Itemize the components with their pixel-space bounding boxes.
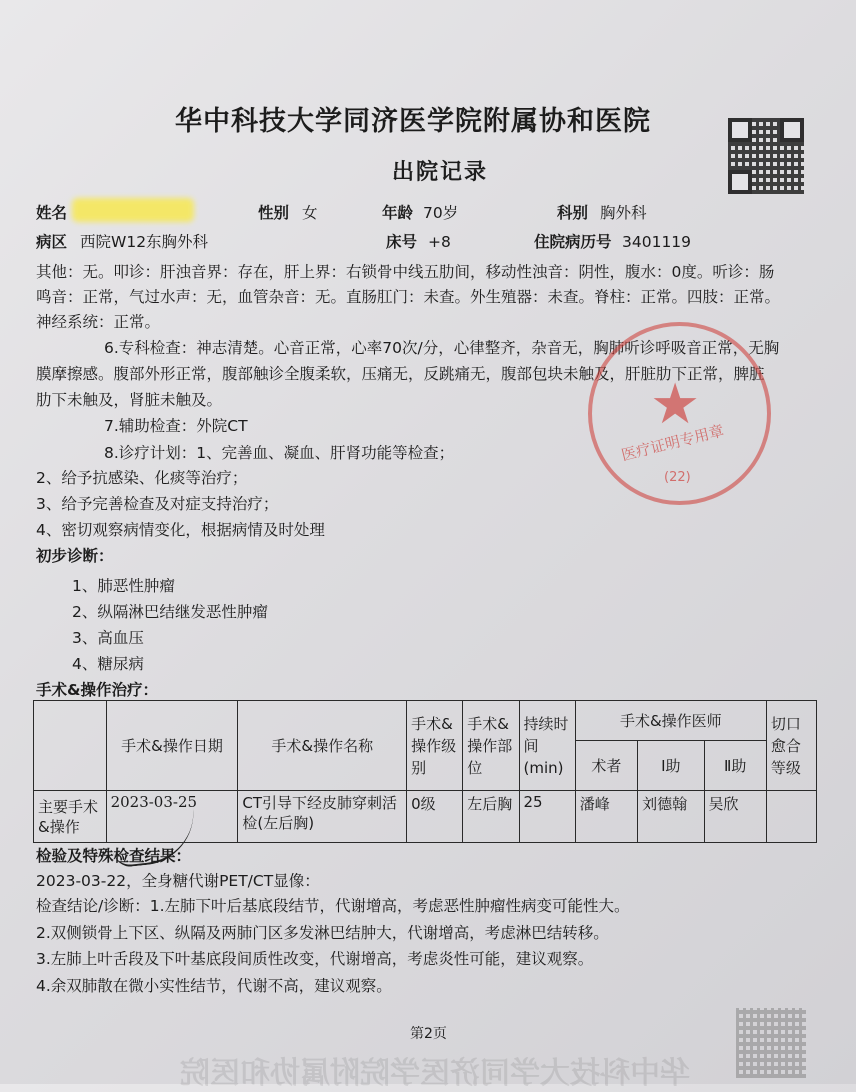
diagnosis-item: 3、高血压 <box>72 629 144 647</box>
header-assist2: Ⅱ助 <box>704 741 766 791</box>
row-site: 左后胸 <box>463 791 519 843</box>
diagnosis-item: 1、肺恶性肿瘤 <box>72 577 175 595</box>
redacted-name <box>72 198 194 222</box>
findings-line: 4.余双肺散在微小实性结节，代谢不高，建议观察。 <box>36 977 392 995</box>
row-duration: 25 <box>519 791 575 843</box>
bed-value: +8 <box>428 233 451 251</box>
exam-line: 鸣音：正常，气过水声：无，血管杂音：无。直肠肛门：未查。外生殖器：未查。脊柱：正常。四肢：正常。 <box>36 288 781 306</box>
header-doctors: 手术&操作医师 <box>575 701 766 741</box>
bleed-through-text: 华中科技大学同济医学院附属协和医院 <box>180 1056 690 1091</box>
seal-star-icon: ★ <box>650 372 701 437</box>
row-assist1: 刘德翰 <box>638 791 704 843</box>
exam-line: 8.诊疗计划：1、完善血、凝血、肝肾功能等检查； <box>104 444 455 462</box>
sex-value: 女 <box>302 204 318 222</box>
exam-line: 2、给予抗感染、化痰等治疗； <box>36 469 248 487</box>
hospital-name: 华中科技大学同济医学院附属协和医院 <box>175 106 651 137</box>
bed-label: 床号 <box>386 233 418 251</box>
header-date: 手术&操作日期 <box>106 701 238 791</box>
header-site: 手术&操作部位 <box>463 701 519 791</box>
findings-line: 2023-03-22，全身糖代谢PET/CT显像： <box>36 872 320 890</box>
dept-value: 胸外科 <box>600 204 647 222</box>
diagnosis-item: 4、糖尿病 <box>72 655 144 673</box>
document-title: 出院记录 <box>392 160 489 185</box>
surgery-heading: 手术&操作治疗： <box>36 681 159 699</box>
findings-line: 3.左肺上叶舌段及下叶基底段间质性改变，代谢增高，考虑炎性可能，建议观察。 <box>36 950 594 968</box>
dept-label: 科别 <box>557 204 589 222</box>
diagnosis-item: 2、纵隔淋巴结继发恶性肿瘤 <box>72 603 268 621</box>
exam-line: 4、密切观察病情变化，根据病情及时处理 <box>36 521 325 539</box>
table-cell <box>34 701 107 791</box>
exam-line: 膜摩擦感。腹部外形正常，腹部触诊全腹柔软，压痛无，反跳痛无，腹部包块未触及，肝脏肋下正常，脾脏 <box>36 365 765 383</box>
header-wound: 切口愈合等级 <box>766 701 816 791</box>
row-date: 2023-03-25 <box>106 791 238 843</box>
age-value: 70岁 <box>423 204 459 222</box>
findings-line: 2.双侧锁骨上下区、纵隔及两肺门区多发淋巴结肿大，代谢增高，考虑淋巴结转移。 <box>36 924 609 942</box>
row-surgeon: 潘峰 <box>575 791 637 843</box>
exam-line: 肋下未触及，肾脏未触及。 <box>36 391 223 409</box>
age-label: 年龄 <box>382 204 414 222</box>
exam-line: 6.专科检查：神志清楚。心音正常，心率70次/分，心律整齐，杂音无，胸肺听诊呼吸音正常，无胸 <box>104 339 780 357</box>
seal-text: 医疗证明专用章 <box>619 421 726 465</box>
row-type: 主要手术&操作 <box>34 791 107 843</box>
exam-line: 3、给予完善检查及对症支持治疗； <box>36 495 279 513</box>
header-surgeon: 术者 <box>575 741 637 791</box>
record-label: 住院病历号 <box>534 233 612 251</box>
ward-value: 西院W12东胸外科 <box>80 233 209 251</box>
sex-label: 性别 <box>258 204 290 222</box>
row-assist2: 吴欣 <box>704 791 766 843</box>
name-label: 姓名 <box>36 204 68 222</box>
ward-label: 病区 <box>36 233 68 251</box>
row-wound <box>766 791 816 843</box>
header-duration: 持续时间(min) <box>519 701 575 791</box>
diagnosis-heading: 初步诊断： <box>36 547 114 565</box>
exam-line: 神经系统：正常。 <box>36 313 161 331</box>
row-name: CT引导下经皮肺穿刺活检(左后胸) <box>238 791 407 843</box>
seal-number: (22) <box>664 470 691 485</box>
qr-code-bleed-icon <box>736 1008 806 1078</box>
exam-line: 其他：无。叩诊：肝浊音界：存在，肝上界：右锁骨中线五肋间，移动性浊音：阴性，腹水：0度。听诊：肠 <box>36 263 775 281</box>
findings-line: 检查结论/诊断：1.左肺下叶后基底段结节，代谢增高，考虑恶性肿瘤性病变可能性大。 <box>36 897 630 915</box>
findings-heading: 检验及特殊检查结果： <box>36 847 192 865</box>
exam-line: 7.辅助检查：外院CT <box>104 417 248 435</box>
header-level: 手术&操作级别 <box>407 701 463 791</box>
record-value: 3401119 <box>622 233 692 251</box>
header-name: 手术&操作名称 <box>238 701 407 791</box>
hospital-seal <box>588 322 771 505</box>
page-number: 第2页 <box>410 1026 447 1042</box>
qr-code-icon <box>728 118 804 194</box>
header-assist1: Ⅰ助 <box>638 741 704 791</box>
row-level: 0级 <box>407 791 463 843</box>
